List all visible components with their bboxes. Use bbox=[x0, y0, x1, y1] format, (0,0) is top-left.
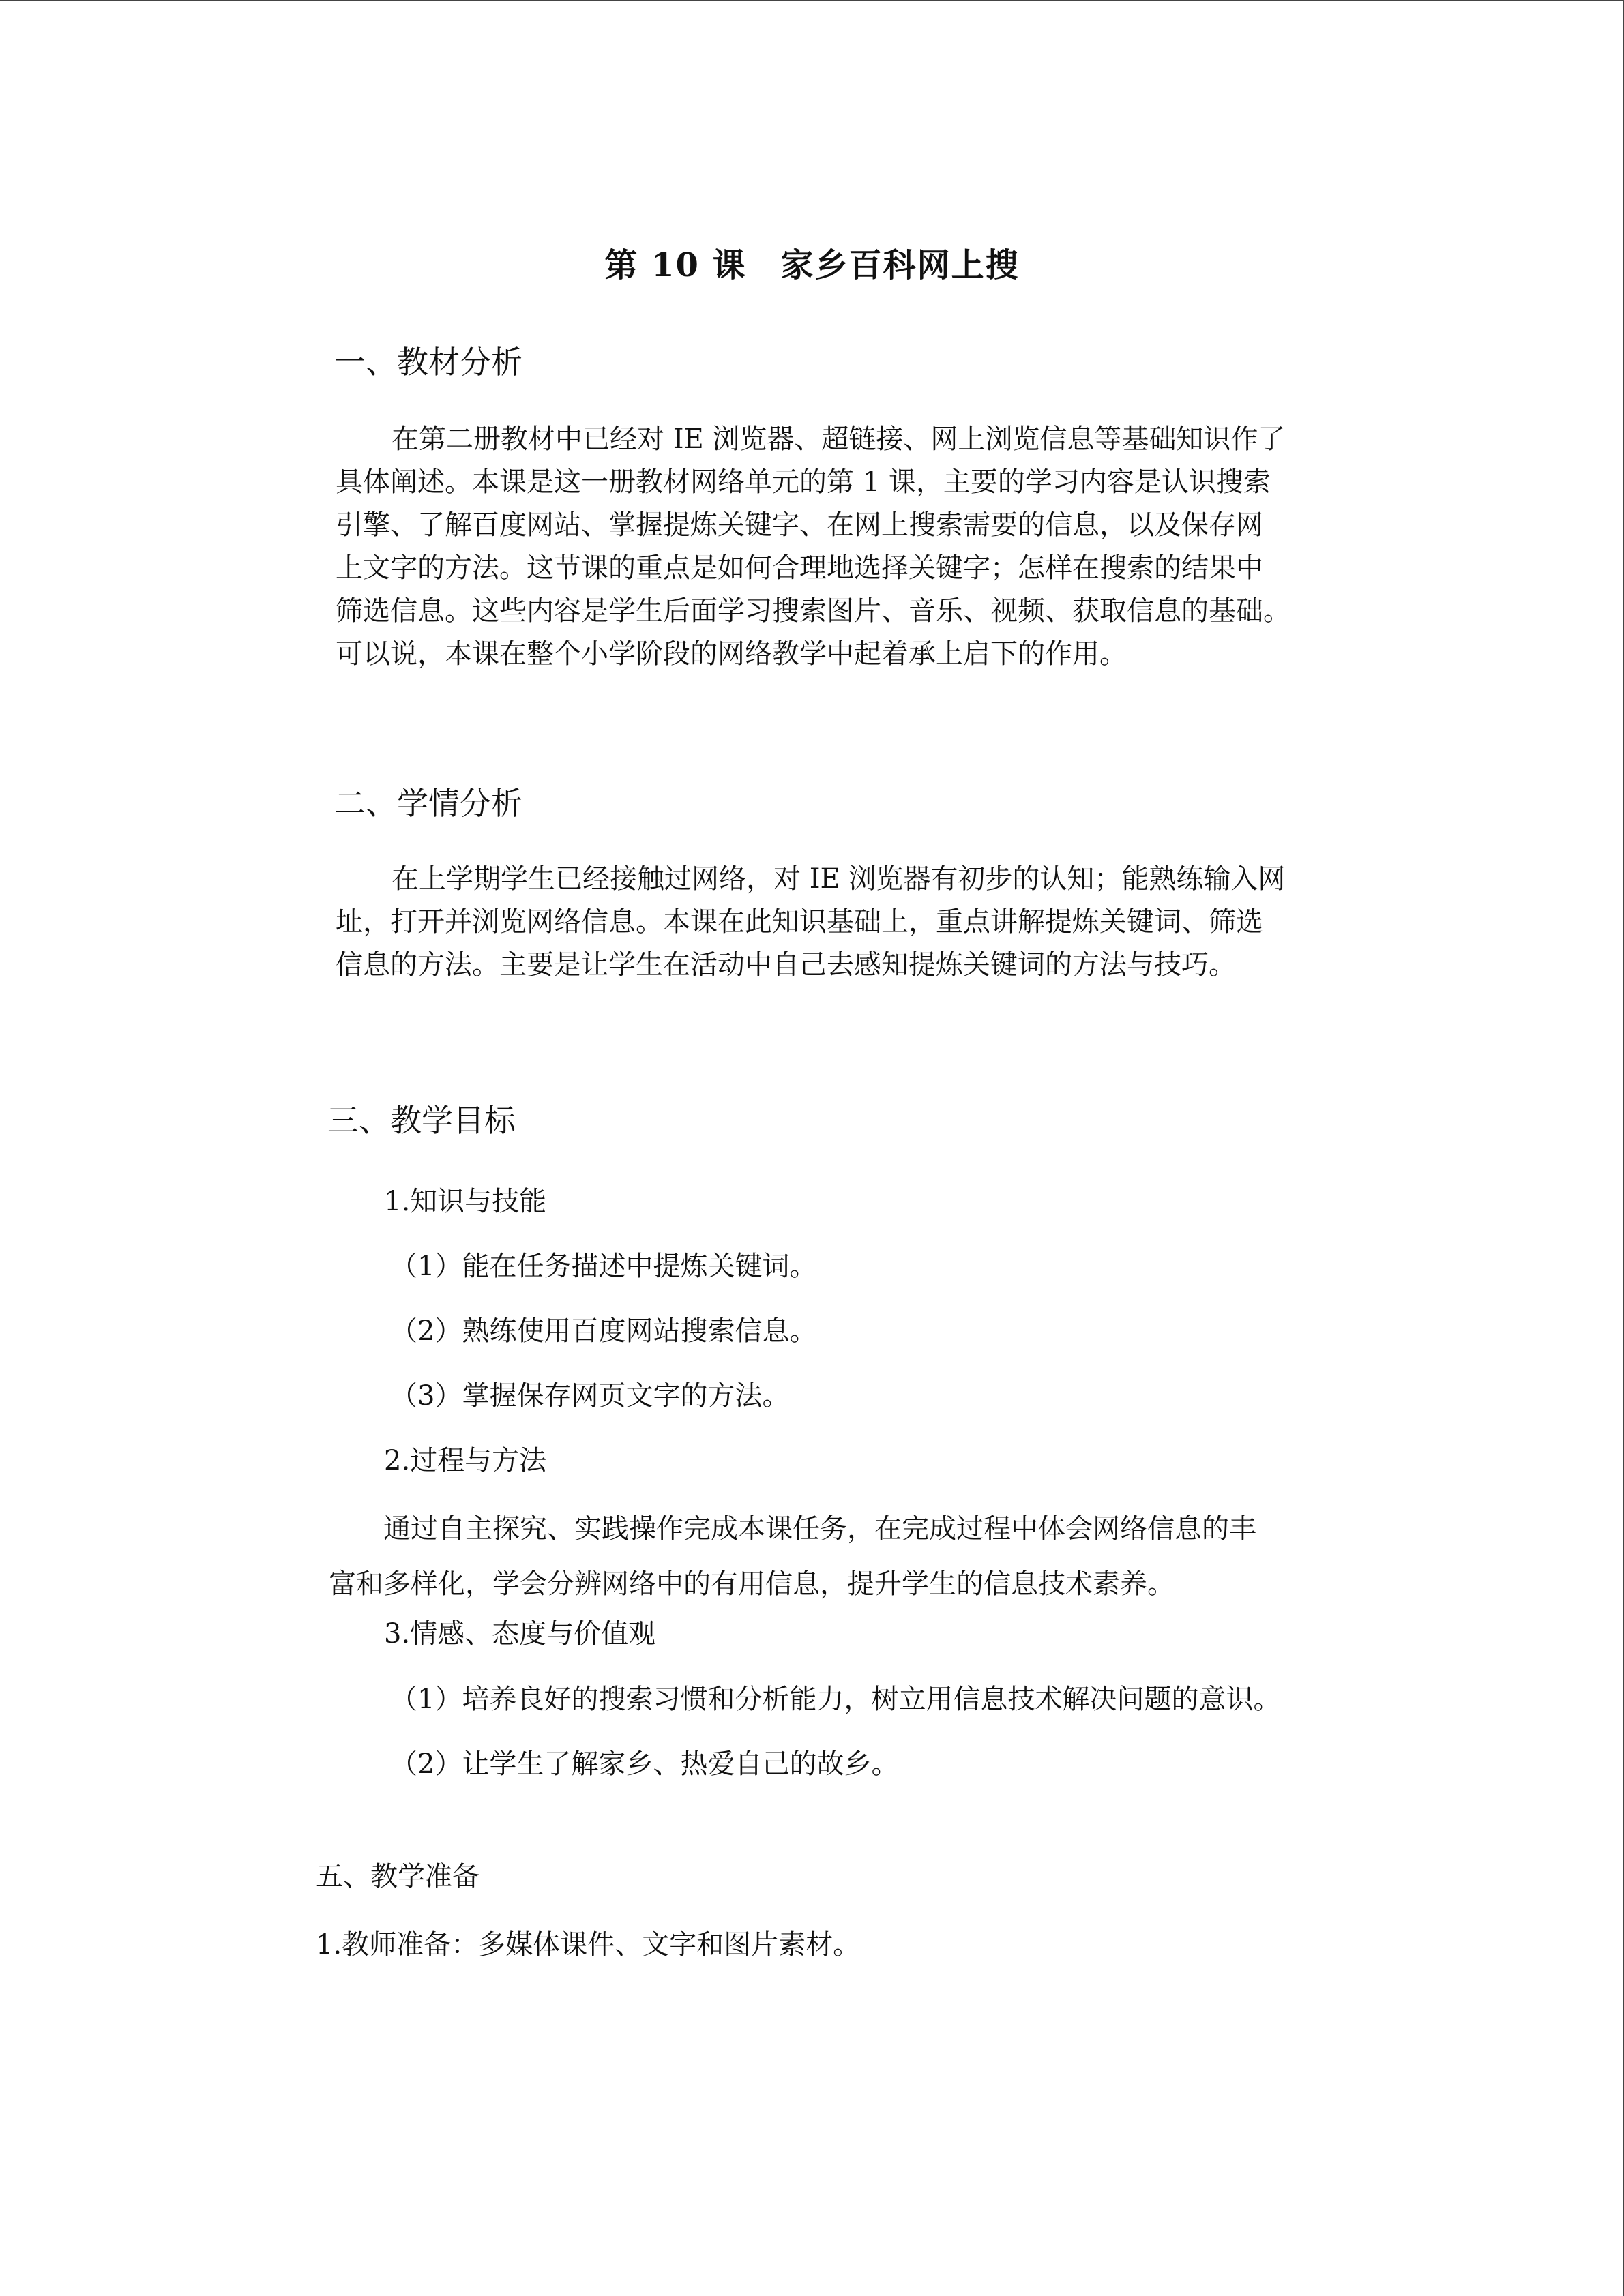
lesson-title: 第 10 课 家乡百科网上搜 bbox=[604, 246, 1020, 284]
section-heading-teaching-goals: 三、教学目标 bbox=[327, 1102, 516, 1139]
section-paragraph-student-analysis bbox=[336, 858, 1285, 987]
paragraph-line: 引擎、了解百度网站、掌握提炼关键字、在网上搜索需要的信息，以及保存网 bbox=[336, 509, 1263, 541]
goal-item: （1）培养良好的搜索习惯和分析能力，树立用信息技术解决问题的意识。 bbox=[390, 1684, 1281, 1715]
goal-item: （3）掌握保存网页文字的方法。 bbox=[390, 1380, 790, 1412]
section-heading-teaching-preparation: 五、教学准备 bbox=[316, 1861, 479, 1892]
paragraph-line: 可以说，本课在整个小学阶段的网络教学中起着承上启下的作用。 bbox=[336, 638, 1127, 670]
goal-item: （2）让学生了解家乡、热爱自己的故乡。 bbox=[390, 1748, 899, 1780]
preparation-item: 1.教师准备：多媒体课件、文字和图片素材。 bbox=[316, 1929, 861, 1960]
goal-paragraph-process-method bbox=[329, 1502, 1256, 1612]
paragraph-line: 在上学期学生已经接触过网络，对 IE 浏览器有初步的认知；能熟练输入网 bbox=[392, 863, 1286, 895]
goal-title-emotion-attitude-values: 3.情感、态度与价值观 bbox=[384, 1618, 656, 1650]
goal-item: （2）熟练使用百度网站搜索信息。 bbox=[390, 1315, 817, 1347]
paragraph-line: 筛选信息。这些内容是学生后面学习搜索图片、音乐、视频、获取信息的基础。 bbox=[336, 595, 1290, 627]
goal-title-process-method: 2.过程与方法 bbox=[384, 1445, 547, 1476]
paragraph-line: 在第二册教材中已经对 IE 浏览器、超链接、网上浏览信息等基础知识作了 bbox=[392, 423, 1286, 455]
paragraph-line: 信息的方法。主要是让学生在活动中自己去感知提炼关键词的方法与技巧。 bbox=[336, 949, 1236, 981]
section-paragraph-textbook-analysis bbox=[336, 418, 1290, 676]
paragraph-line: 通过自主探究、实践操作完成本课任务，在完成过程中体会网络信息的丰 bbox=[383, 1513, 1256, 1545]
goal-item: （1）能在任务描述中提炼关键词。 bbox=[390, 1251, 817, 1282]
goal-title-knowledge-skills: 1.知识与技能 bbox=[384, 1186, 547, 1217]
paragraph-line: 富和多样化，学会分辨网络中的有用信息，提升学生的信息技术素养。 bbox=[329, 1568, 1175, 1600]
section-heading-textbook-analysis: 一、教材分析 bbox=[334, 344, 522, 381]
paragraph-line: 上文字的方法。这节课的重点是如何合理地选择关键字；怎样在搜索的结果中 bbox=[336, 552, 1263, 584]
paragraph-line: 具体阐述。本课是这一册教材网络单元的第 1 课，主要的学习内容是认识搜索 bbox=[336, 466, 1271, 498]
section-heading-student-analysis: 二、学情分析 bbox=[334, 785, 522, 822]
paragraph-line: 址，打开并浏览网络信息。本课在此知识基础上，重点讲解提炼关键词、筛选 bbox=[336, 906, 1263, 938]
